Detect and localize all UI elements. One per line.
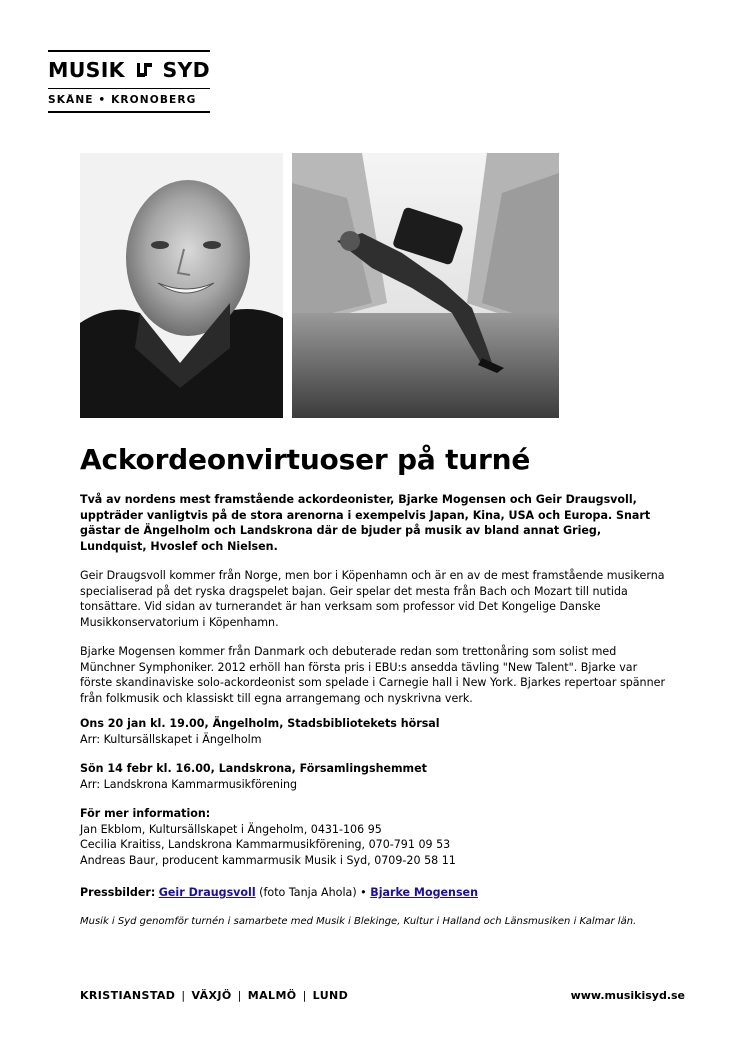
musik-i-syd-logo — [48, 50, 210, 113]
article-body — [80, 492, 670, 929]
logo-left-word: MUSIK — [48, 57, 125, 82]
event-title: Sön 14 febr kl. 16.00, Landskrona, Församlingshemmet — [80, 762, 427, 775]
contact-line: Jan Ekblom, Kultursällskapet i Ängeholm, 0431-106 95 — [80, 822, 382, 836]
footer-cities — [80, 988, 348, 1004]
logo-middle-rule — [48, 88, 210, 90]
footer-separator: | — [181, 989, 186, 1002]
footer — [80, 988, 685, 1004]
body-paragraph: Geir Draugsvoll kommer från Norge, men bor i Köpenhamn och är en av de mest framstående musikerna specialiserad på det ryska dragspelet bajan. Geir spelar det mesta från Bach och Mozart till nutida tonsättare. Vid sidan av turnerandet är han verksam som professor vid Det Kongelige Danske Musikkonservatorium i Köpenhamn. — [80, 569, 665, 629]
lead-paragraph: Två av nordens mest framstående ackordeonister, Bjarke Mogensen och Geir Draugsvoll, uppträder vanligtvis på de stora arenorna i exempelvis Japan, Kina, USA och Europa. Snart gästar de Ängelholm och Landskrona där de bjuder på musik av bland annat Grieg, Lundquist, Hvoslef och Nielsen. — [80, 493, 651, 553]
logo-wordmark — [48, 58, 210, 82]
contact-line: Cecilia Kraitiss, Landskrona Kammarmusikförening, 070-791 09 53 — [80, 838, 451, 851]
logo-top-rule — [48, 50, 210, 52]
page-title: Ackordeonvirtuoser på turné — [80, 443, 531, 476]
press-link-geir[interactable]: Geir Draugsvoll — [158, 886, 256, 899]
contact-line: Andreas Baur, producent kammarmusik Musik i Syd, 0709-20 58 11 — [80, 853, 456, 867]
footer-separator: | — [237, 989, 242, 1002]
press-images-line — [80, 885, 670, 901]
footer-city: KRISTIANSTAD — [80, 989, 176, 1002]
accordionist-street-photo — [292, 153, 559, 418]
press-link-bjarke[interactable]: Bjarke Mogensen — [370, 886, 478, 899]
event-organizer: Arr: Landskrona Kammarmusikförening — [80, 777, 298, 791]
music-note-icon — [135, 60, 153, 80]
contact-heading: För mer information: — [80, 807, 211, 820]
footer-url[interactable]: www.musikisyd.se — [570, 989, 685, 1002]
body-paragraph: Bjarke Mogensen kommer från Danmark och debuterade redan som trettonåring som solist med Münchner Symphoniker. 2012 erhöll han första pris i EBU:s ansedda tävling "New Talent". Bjarke var förste skandinaviske solo-ackordeonist som spelade i Carnegie hall i New York. Bjarkes repertoar spänner från folkmusik och klassiskt till egna arrangemang och nyskrivna verk. — [80, 645, 666, 705]
footer-separator: | — [302, 989, 307, 1002]
event-title: Ons 20 jan kl. 19.00, Ängelholm, Stadsbibliotekets hörsal — [80, 717, 440, 730]
footer-city: LUND — [312, 989, 349, 1002]
logo-subtitle: SKÅNE • KRONOBERG — [48, 94, 197, 106]
portrait-photo — [80, 153, 283, 418]
footer-city: VÄXJÖ — [191, 989, 232, 1002]
press-credit: (foto Tanja Ahola) • — [259, 886, 367, 899]
event-organizer: Arr: Kultursällskapet i Ängelholm — [80, 732, 262, 746]
collaboration-note: Musik i Syd genomför turnén i samarbete med Musik i Blekinge, Kultur i Halland och Länsmusiken i Kalmar län. — [80, 915, 637, 927]
footer-city: MALMÖ — [247, 989, 297, 1002]
press-label: Pressbilder: — [80, 886, 156, 899]
logo-right-word: SYD — [162, 57, 210, 82]
logo-bottom-rule — [48, 111, 210, 113]
